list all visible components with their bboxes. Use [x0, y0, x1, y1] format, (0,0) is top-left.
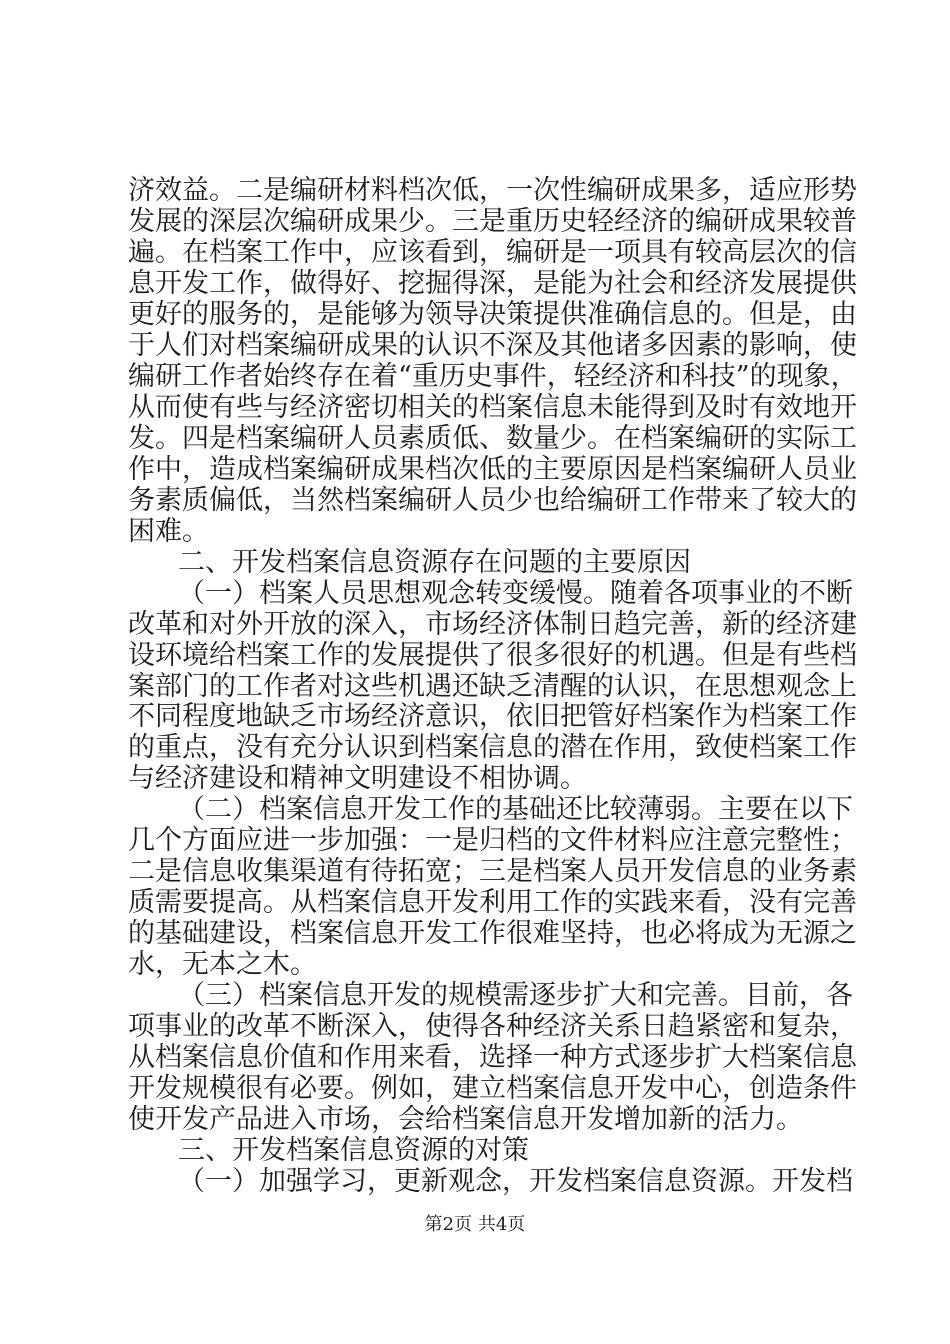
body-text-line: 改革和对外开放的深入，市场经济体制日趋完善，新的经济建 — [128, 608, 857, 640]
body-text-line: 作中，造成档案编研成果档次低的主要原因是档案编研人员业 — [128, 453, 857, 485]
body-text-line: 从而使有些与经济密切相关的档案信息未能得到及时有效地开 — [128, 391, 857, 423]
body-text-line: 于人们对档案编研成果的认识不深及其他诸多因素的影响，使 — [128, 329, 857, 361]
body-text-line: 更好的服务的，是能够为领导决策提供准确信息的。但是，由 — [128, 298, 857, 330]
body-text-line: （二）档案信息开发工作的基础还比较薄弱。主要在以下 — [178, 794, 853, 826]
body-text-line: （三）档案信息开发的规模需逐步扩大和完善。目前，各 — [178, 980, 853, 1012]
body-text-line: 息开发工作，做得好、挖掘得深，是能为社会和经济发展提供 — [128, 267, 857, 299]
page-footer: 第2页 共4页 — [424, 1214, 526, 1235]
body-text-line: 项事业的改革不断深入，使得各种经济关系日趋紧密和复杂， — [128, 1011, 857, 1043]
body-text-line: 与经济建设和精神文明建设不相协调。 — [128, 763, 587, 795]
section-heading: 三、开发档案信息资源的对策 — [178, 1135, 529, 1167]
body-text-line: 几个方面应进一步加强：一是归档的文件材料应注意完整性； — [128, 825, 857, 857]
body-text-line: 发。四是档案编研人员素质低、数量少。在档案编研的实际工 — [128, 422, 857, 454]
body-text-line: 开发规模很有必要。例如，建立档案信息开发中心，创造条件 — [128, 1073, 857, 1105]
body-text-line: 使开发产品进入市场，会给档案信息开发增加新的活力。 — [128, 1104, 803, 1136]
body-text-line: （一）档案人员思想观念转变缓慢。随着各项事业的不断 — [178, 577, 853, 609]
body-text-line: 水，无本之木。 — [128, 949, 317, 981]
body-text-line: 遍。在档案工作中，应该看到，编研是一项具有较高层次的信 — [128, 236, 857, 268]
body-text-line: 编研工作者始终存在着“重历史事件，轻经济和科技”的现象， — [128, 360, 858, 392]
body-text-line: 发展的深层次编研成果少。三是重历史轻经济的编研成果较普 — [128, 205, 857, 237]
body-text-line: 济效益。二是编研材料档次低，一次性编研成果多，适应形势 — [128, 175, 857, 206]
body-text-line: 的重点，没有充分认识到档案信息的潜在作用，致使档案工作 — [128, 732, 857, 764]
body-text-line: （一）加强学习，更新观念，开发档案信息资源。开发档 — [178, 1166, 853, 1197]
body-text-line: 二是信息收集渠道有待拓宽；三是档案人员开发信息的业务素 — [128, 856, 857, 888]
body-text-line: 案部门的工作者对这些机遇还缺乏清醒的认识，在思想观念上 — [128, 670, 857, 702]
body-text-line: 设环境给档案工作的发展提供了很多很好的机遇。但是有些档 — [128, 639, 857, 671]
body-text-line: 质需要提高。从档案信息开发利用工作的实践来看，没有完善 — [128, 887, 857, 919]
body-text-line: 务素质偏低，当然档案编研人员少也给编研工作带来了较大的 — [128, 484, 857, 516]
body-text-line: 困难。 — [128, 515, 209, 547]
body-text-line: 从档案信息价值和作用来看，选择一种方式逐步扩大档案信息 — [128, 1042, 857, 1074]
section-heading: 二、开发档案信息资源存在问题的主要原因 — [178, 546, 691, 578]
body-text-line: 的基础建设，档案信息开发工作很难坚持，也必将成为无源之 — [128, 918, 857, 950]
body-text-line: 不同程度地缺乏市场经济意识，依旧把管好档案作为档案工作 — [128, 701, 857, 733]
